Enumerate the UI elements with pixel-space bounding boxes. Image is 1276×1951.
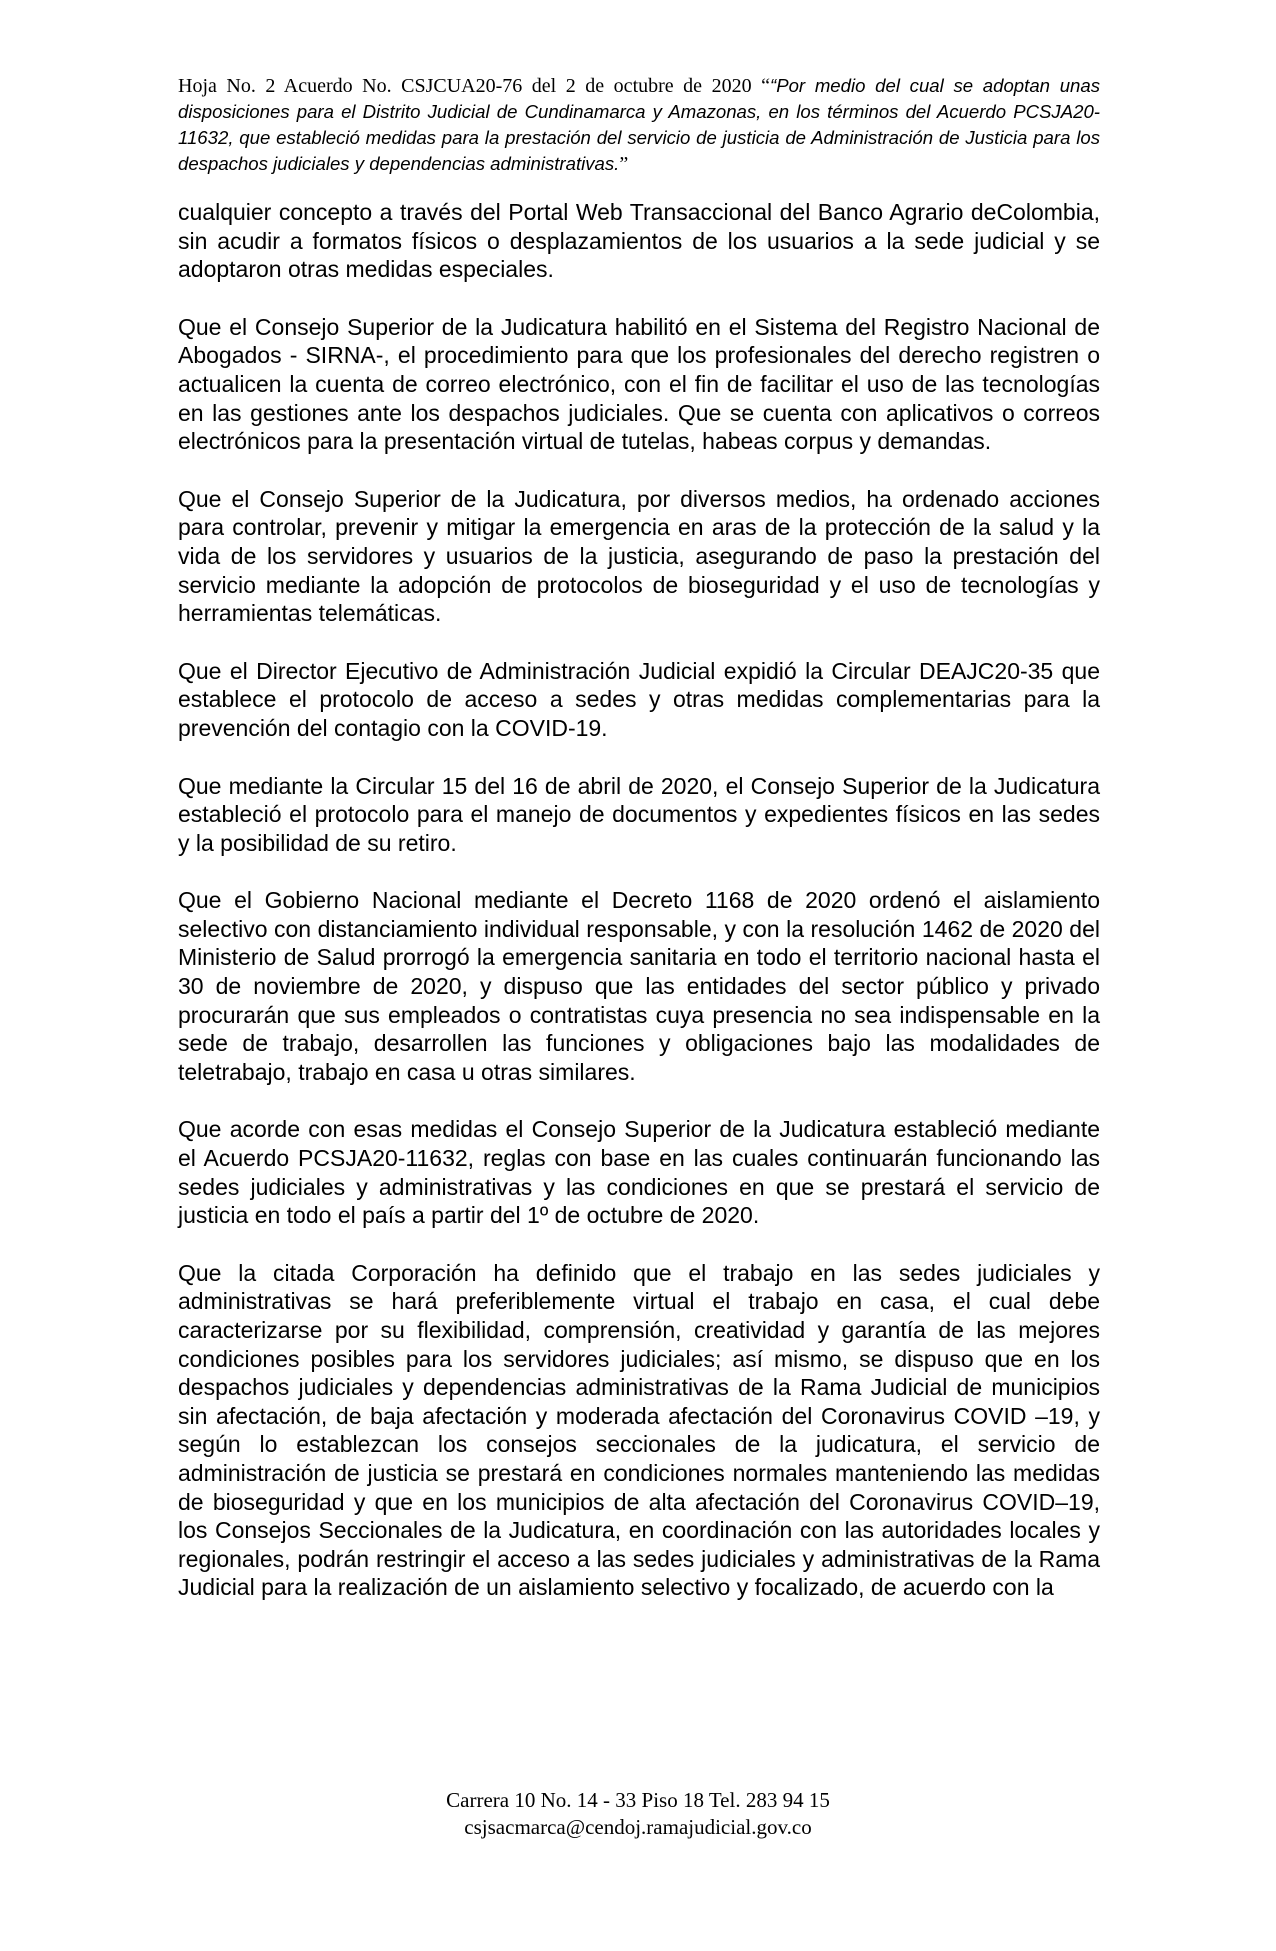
header-title: “Por medio del cual se adoptan unas disposiciones para el Distrito Judicial de Cundinamarca y Amazonas, en los términos del Acuerdo PCSJA20-11632, que estableció medidas para la prestación del servicio de justicia de Administración de Justicia para los despachos judiciales y dependencias administrativas.	[178, 75, 1101, 174]
footer-email: csjsacmarca@cendoj.ramajudicial.gov.co	[464, 1815, 812, 1839]
document-body	[178, 198, 1100, 1631]
paragraph: Que el Consejo Superior de la Judicatura, por diversos medios, ha ordenado acciones para controlar, prevenir y mitigar la emergencia en aras de la protección de la salud y la vida de los servidores y usuarios de la justicia, asegurando de paso la prestación del servicio mediante la adopción de protocolos de bioseguridad y el uso de tecnologías y herramientas telemáticas.	[178, 485, 1100, 627]
header-closing-quote: ”	[619, 153, 629, 175]
paragraph: cualquier concepto a través del Portal Web Transaccional del Banco Agrario deColombia, sin acudir a formatos físicos o desplazamientos de los usuarios a la sede judicial y se adoptaron otras medidas especiales.	[178, 199, 1100, 283]
footer-address: Carrera 10 No. 14 - 33 Piso 18 Tel. 283 94 15	[446, 1788, 830, 1812]
paragraph: Que el Director Ejecutivo de Administración Judicial expidió la Circular DEAJC20-35 que establece el protocolo de acceso a sedes y otras medidas complementarias para la prevención del contagio con la COVID-19.	[178, 657, 1100, 741]
paragraph: Que acorde con esas medidas el Consejo Superior de la Judicatura estableció mediante el Acuerdo PCSJA20-11632, reglas con base en las cuales continuarán funcionando las sedes judiciales y administrativas y las condiciones en que se prestará el servicio de justicia en todo el país a partir del 1º de octubre de 2020.	[178, 1116, 1100, 1229]
page-header	[178, 73, 1100, 177]
paragraph: Que la citada Corporación ha definido que el trabajo en las sedes judiciales y administrativas se hará preferiblemente virtual el trabajo en casa, el cual debe caracterizarse por su flexibilidad, comprensión, creatividad y garantía de las mejores condiciones posibles para los servidores judiciales; así mismo, se dispuso que en los despachos judiciales y dependencias administrativas de la Rama Judicial de municipios sin afectación, de baja afectación y moderada afectación del Coronavirus COVID –19, y según lo establezcan los consejos seccionales de la judicatura, el servicio de administración de justicia se prestará en condiciones normales manteniendo las medidas de bioseguridad y que en los municipios de alta afectación del Coronavirus COVID–19, los Consejos Seccionales de la Judicatura, en coordinación con las autoridades locales y regionales, podrán restringir el acceso a las sedes judiciales y administrativas de la Rama Judicial para la realización de un aislamiento selectivo y focalizado, de acuerdo con la	[178, 1259, 1100, 1601]
paragraph: Que el Gobierno Nacional mediante el Decreto 1168 de 2020 ordenó el aislamiento selectivo con distanciamiento individual responsable, y con la resolución 1462 de 2020 del Ministerio de Salud prorrogó la emergencia sanitaria en todo el territorio nacional hasta el 30 de noviembre de 2020, y dispuso que las entidades del sector público y privado procurarán que sus empleados o contratistas cuya presencia no sea indispensable en la sede de trabajo, desarrollen las funciones y obligaciones bajo las modalidades de teletrabajo, trabajo en casa u otras similares.	[178, 887, 1100, 1085]
header-reference: Hoja No. 2 Acuerdo No. CSJCUA20-76 del 2 de octubre de 2020 “	[178, 75, 770, 97]
paragraph: Que mediante la Circular 15 del 16 de abril de 2020, el Consejo Superior de la Judicatura estableció el protocolo para el manejo de documentos y expedientes físicos en las sedes y la posibilidad de su retiro.	[178, 772, 1100, 856]
page-footer	[0, 1787, 1276, 1841]
paragraph: Que el Consejo Superior de la Judicatura habilitó en el Sistema del Registro Nacional de Abogados - SIRNA-, el procedimiento para que los profesionales del derecho registren o actualicen la cuenta de correo electrónico, con el fin de facilitar el uso de las tecnologías en las gestiones ante los despachos judiciales. Que se cuenta con aplicativos o correos electrónicos para la presentación virtual de tutelas, habeas corpus y demandas.	[178, 313, 1100, 455]
